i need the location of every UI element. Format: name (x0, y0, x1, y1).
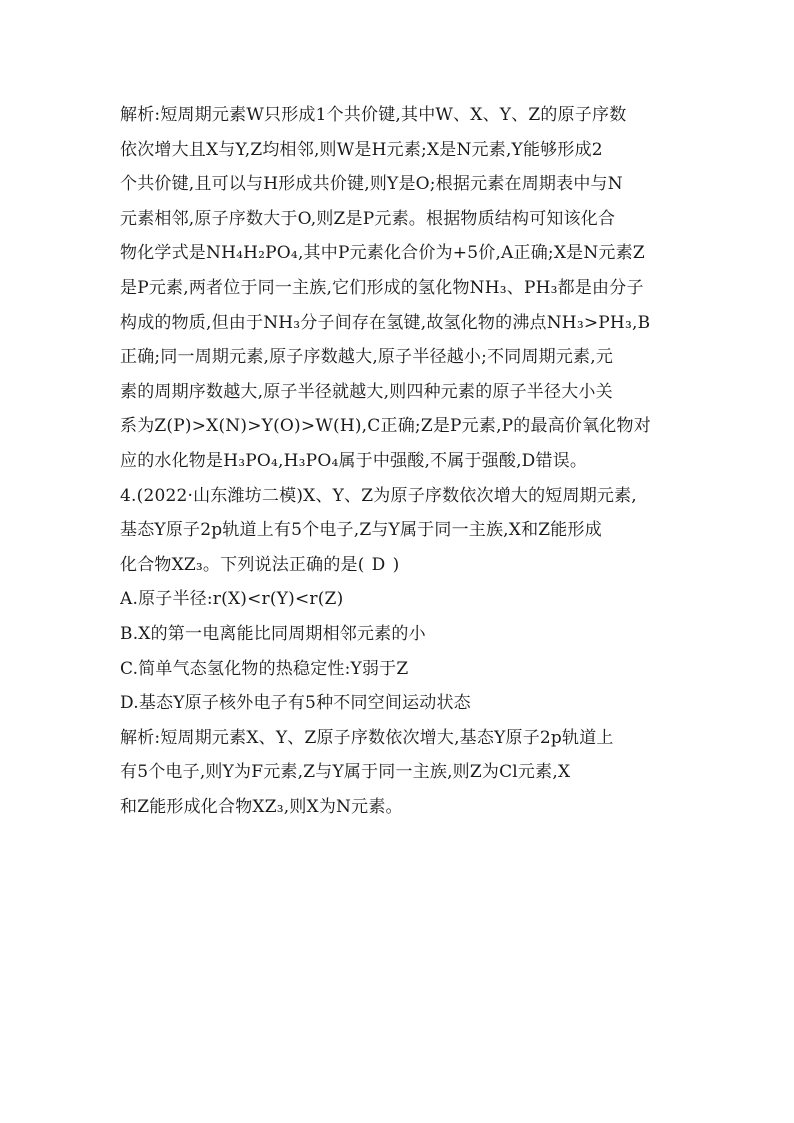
text-line: 是P元素,两者位于同一主族,它们形成的氢化物NH₃、PH₃都是由分子 (120, 277, 644, 298)
option-c: C.简单气态氢化物的热稳定性:Y弱于Z (120, 658, 409, 679)
text-line: 素的周期序数越大,原子半径就越大,则四种元素的原子半径大小关 (120, 381, 613, 402)
text-line: 应的水化物是H₃PO₄,H₃PO₄属于中强酸,不属于强酸,D错误。 (120, 450, 588, 471)
text-line: 和Z能形成化合物XZ₃,则X为N元素。 (120, 796, 403, 817)
question-stem-line: 4.(2022·山东潍坊二模)X、Y、Z为原子序数依次增大的短周期元素, (120, 485, 637, 506)
text-line: 依次增大且X与Y,Z均相邻,则W是H元素;X是N元素,Y能够形成2 (120, 139, 603, 160)
question-stem-line: 基态Y原子2p轨道上有5个电子,Z与Y属于同一主族,X和Z能形成 (120, 520, 602, 541)
option-a: A.原子半径:r(X)<r(Y)<r(Z) (120, 589, 344, 610)
text-line: 有5个电子,则Y为F元素,Z与Y属于同一主族,则Z为Cl元素,X (120, 762, 571, 783)
question-stem-close: ) (392, 554, 400, 575)
text-line: 系为Z(P)>X(N)>Y(O)>W(H),C正确;Z是P元素,P的最高价氧化物对 (120, 416, 651, 437)
text-line: 解析:短周期元素W只形成1个共价键,其中W、X、Y、Z的原子序数 (120, 105, 627, 125)
text-line: 构成的物质,但由于NH₃分子间存在氢键,故氢化物的沸点NH₃>PH₃,B (120, 312, 651, 333)
question-4 (120, 479, 678, 721)
option-b: B.X的第一电离能比同周期相邻元素的小 (120, 623, 426, 644)
text-line: 正确;同一周期元素,原子序数越大,原子半径越小;不同周期元素,元 (120, 347, 614, 368)
analysis-block-1 (120, 98, 678, 479)
answer-letter: D (371, 554, 386, 575)
text-line: 元素相邻,原子序数大于O,则Z是P元素。根据物质结构可知该化合 (120, 208, 616, 229)
analysis-block-2 (120, 721, 678, 825)
document-page (120, 98, 678, 824)
text-line: 解析:短周期元素X、Y、Z原子序数依次增大,基态Y原子2p轨道上 (120, 727, 614, 748)
question-stem-text: 化合物XZ₃。下列说法正确的是( (120, 554, 365, 575)
text-line: 物化学式是NH₄H₂PO₄,其中P元素化合价为+5价,A正确;X是N元素Z (120, 243, 645, 264)
question-stem-line (120, 548, 678, 583)
option-d: D.基态Y原子核外电子有5种不同空间运动状态 (120, 693, 471, 714)
text-line: 个共价键,且可以与H形成共价键,则Y是O;根据元素在周期表中与N (120, 174, 623, 195)
